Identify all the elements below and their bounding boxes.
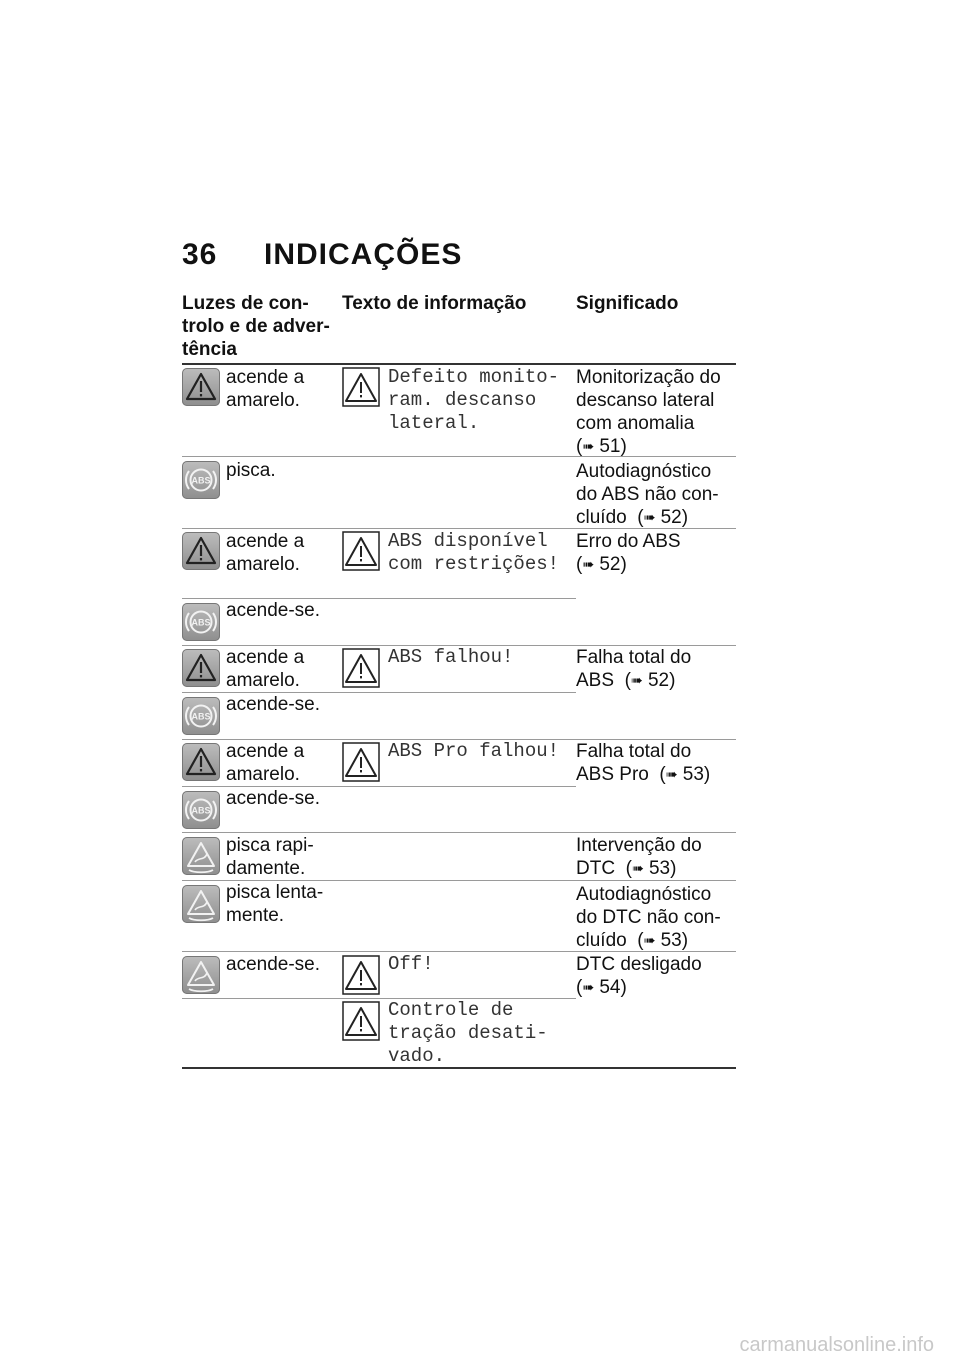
arrow-icon: ➠	[582, 979, 595, 995]
table-top-rule	[182, 363, 736, 365]
watermark: carmanualsonline.info	[739, 1334, 934, 1356]
page-reference: (➠ 51)	[576, 436, 627, 457]
page-reference: cluído (➠ 53)	[576, 930, 689, 951]
warning-message-icon	[342, 531, 380, 571]
page-reference: DTC (➠ 53)	[576, 858, 677, 879]
arrow-icon: ➠	[665, 766, 678, 782]
column-header-lights: Luzes de con- trolo e de adver- tência	[182, 293, 330, 360]
warning-triangle-icon	[182, 743, 220, 781]
warning-message-icon	[342, 955, 380, 995]
light-state: pisca.	[226, 460, 276, 481]
info-text: Off!	[388, 953, 434, 975]
arrow-icon: ➠	[582, 438, 595, 454]
light-state: acende-se.	[226, 694, 321, 715]
meaning-text: DTC desligado (➠ 54)	[576, 954, 702, 998]
meaning-text: Intervenção do DTC (➠ 53)	[576, 835, 702, 879]
warning-message-icon	[342, 742, 380, 782]
abs-icon	[182, 697, 220, 735]
light-state: acende a amarelo.	[226, 367, 305, 411]
warning-message-icon	[342, 1001, 380, 1041]
warning-triangle-icon	[182, 368, 220, 406]
meaning-text: Falha total do ABS Pro (➠ 53)	[576, 741, 711, 785]
warning-message-icon	[342, 367, 380, 407]
light-state: pisca rapi- damente.	[226, 835, 314, 879]
warning-triangle-icon	[182, 532, 220, 570]
meaning-text: Erro do ABS (➠ 52)	[576, 531, 681, 575]
info-text: Defeito monito- ram. descanso lateral.	[388, 366, 560, 434]
page-reference: ABS (➠ 52)	[576, 670, 676, 691]
abs-icon	[182, 461, 220, 499]
light-state: acende a amarelo.	[226, 647, 305, 691]
row-divider	[182, 832, 736, 833]
info-text: ABS falhou!	[388, 646, 514, 668]
warning-message-icon	[342, 648, 380, 688]
light-state: pisca lenta- mente.	[226, 882, 324, 926]
page-number: 36	[182, 238, 218, 271]
dtc-icon	[182, 885, 220, 923]
info-text: ABS disponível com restrições!	[388, 530, 560, 575]
arrow-icon: ➠	[631, 860, 644, 876]
arrow-icon: ➠	[643, 932, 656, 948]
light-state: acende-se.	[226, 600, 321, 621]
light-state: acende-se.	[226, 954, 321, 975]
abs-icon	[182, 791, 220, 829]
arrow-icon: ➠	[643, 509, 656, 525]
light-state: acende-se.	[226, 788, 321, 809]
meaning-text: Autodiagnóstico do ABS não con- cluído (➠ 52)	[576, 461, 719, 528]
column-header-meaning: Significado	[576, 293, 679, 314]
warning-triangle-icon	[182, 649, 220, 687]
info-text: Controle de tração desati- vado.	[388, 999, 548, 1067]
light-state: acende a amarelo.	[226, 531, 305, 575]
column-header-info-text: Texto de informação	[342, 293, 527, 314]
arrow-icon: ➠	[582, 556, 595, 572]
dtc-icon	[182, 956, 220, 994]
page-reference: (➠ 52)	[576, 554, 627, 575]
dtc-icon	[182, 837, 220, 875]
info-text: ABS Pro falhou!	[388, 740, 560, 762]
light-state: acende a amarelo.	[226, 741, 305, 785]
chapter-title: INDICAÇÕES	[264, 238, 463, 271]
abs-icon	[182, 603, 220, 641]
page-reference: cluído (➠ 52)	[576, 507, 689, 528]
arrow-icon: ➠	[630, 672, 643, 688]
meaning-text: Falha total do ABS (➠ 52)	[576, 647, 692, 691]
meaning-text: Monitorização do descanso lateral com anomalia (➠ 51)	[576, 367, 721, 457]
meaning-text: Autodiagnóstico do DTC não con- cluído (➠ 53)	[576, 884, 721, 951]
page-reference: (➠ 54)	[576, 977, 627, 998]
page-reference: ABS Pro (➠ 53)	[576, 764, 711, 785]
